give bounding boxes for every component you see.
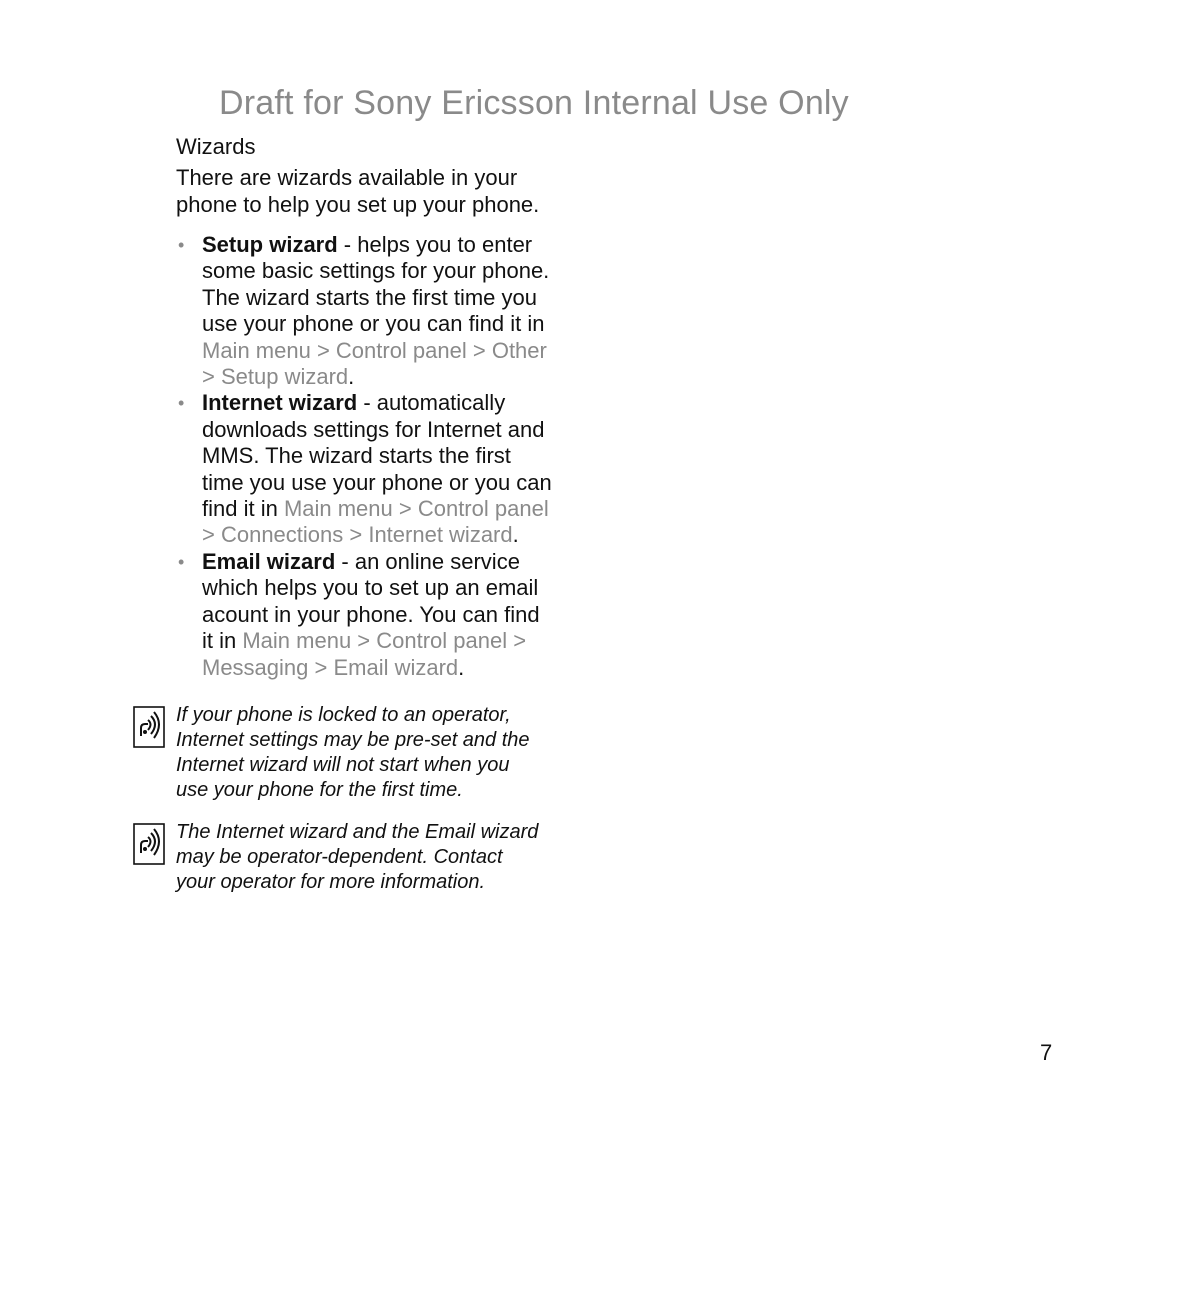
note-text: The Internet wizard and the Email wizard may be operator-dependent. Contact your operator for more information. <box>176 821 539 893</box>
note-operator-dependent <box>133 820 593 895</box>
menu-path: Main menu > Control panel <box>283 496 549 522</box>
bullet-icon: • <box>178 393 185 414</box>
note-operator-lock <box>133 703 593 803</box>
note-icon <box>133 823 165 865</box>
intro-line: phone to help you set up your phone. <box>176 192 540 217</box>
menu-path: > Setup wizard <box>202 364 349 390</box>
list-item-setup-wizard: • Setup wizard - helps you to enter some basic settings for your phone. The wizard starts the first time you use your phone or you can find it in Main menu > Control panel > Other > Setup wizard. <box>176 232 586 390</box>
intro-line: There are wizards available in your <box>176 165 518 190</box>
bullet-icon: • <box>178 551 185 572</box>
wizards-section <box>176 130 586 681</box>
term-email-wizard: Email wizard <box>202 548 336 574</box>
menu-path: Main menu > Control panel > Other <box>202 337 547 363</box>
menu-path: Main menu > Control panel > <box>242 628 527 654</box>
note-icon <box>133 706 165 748</box>
list-item-internet-wizard: • Internet wizard - automatically downloads settings for Internet and MMS. The wizard starts the first time you use your phone or you can find it in Main menu > Control panel > Connections > Internet wizard. <box>178 390 552 548</box>
menu-path: Messaging > Email wizard <box>202 654 459 680</box>
term-internet-wizard: Internet wizard <box>202 390 358 416</box>
wizard-list <box>176 232 586 681</box>
page-number: 7 <box>1040 1040 1053 1065</box>
term-setup-wizard: Setup wizard <box>202 232 338 257</box>
menu-path: > Connections > Internet wizard <box>202 522 513 548</box>
bullet-icon: • <box>178 235 185 255</box>
list-item-email-wizard: • Email wizard - an online service which helps you to set up an email acount in your phone. You can find it in Main menu > Control panel > Messaging > Email wizard. <box>178 548 540 680</box>
intro-paragraph <box>176 164 586 218</box>
draft-watermark: Draft for Sony Ericsson Internal Use Only <box>219 84 849 122</box>
note-text: If your phone is locked to an operator, Internet settings may be pre-set and the Internet wizard will not start when you use your phone for the first time. <box>176 704 530 801</box>
section-heading: Wizards <box>176 134 256 159</box>
